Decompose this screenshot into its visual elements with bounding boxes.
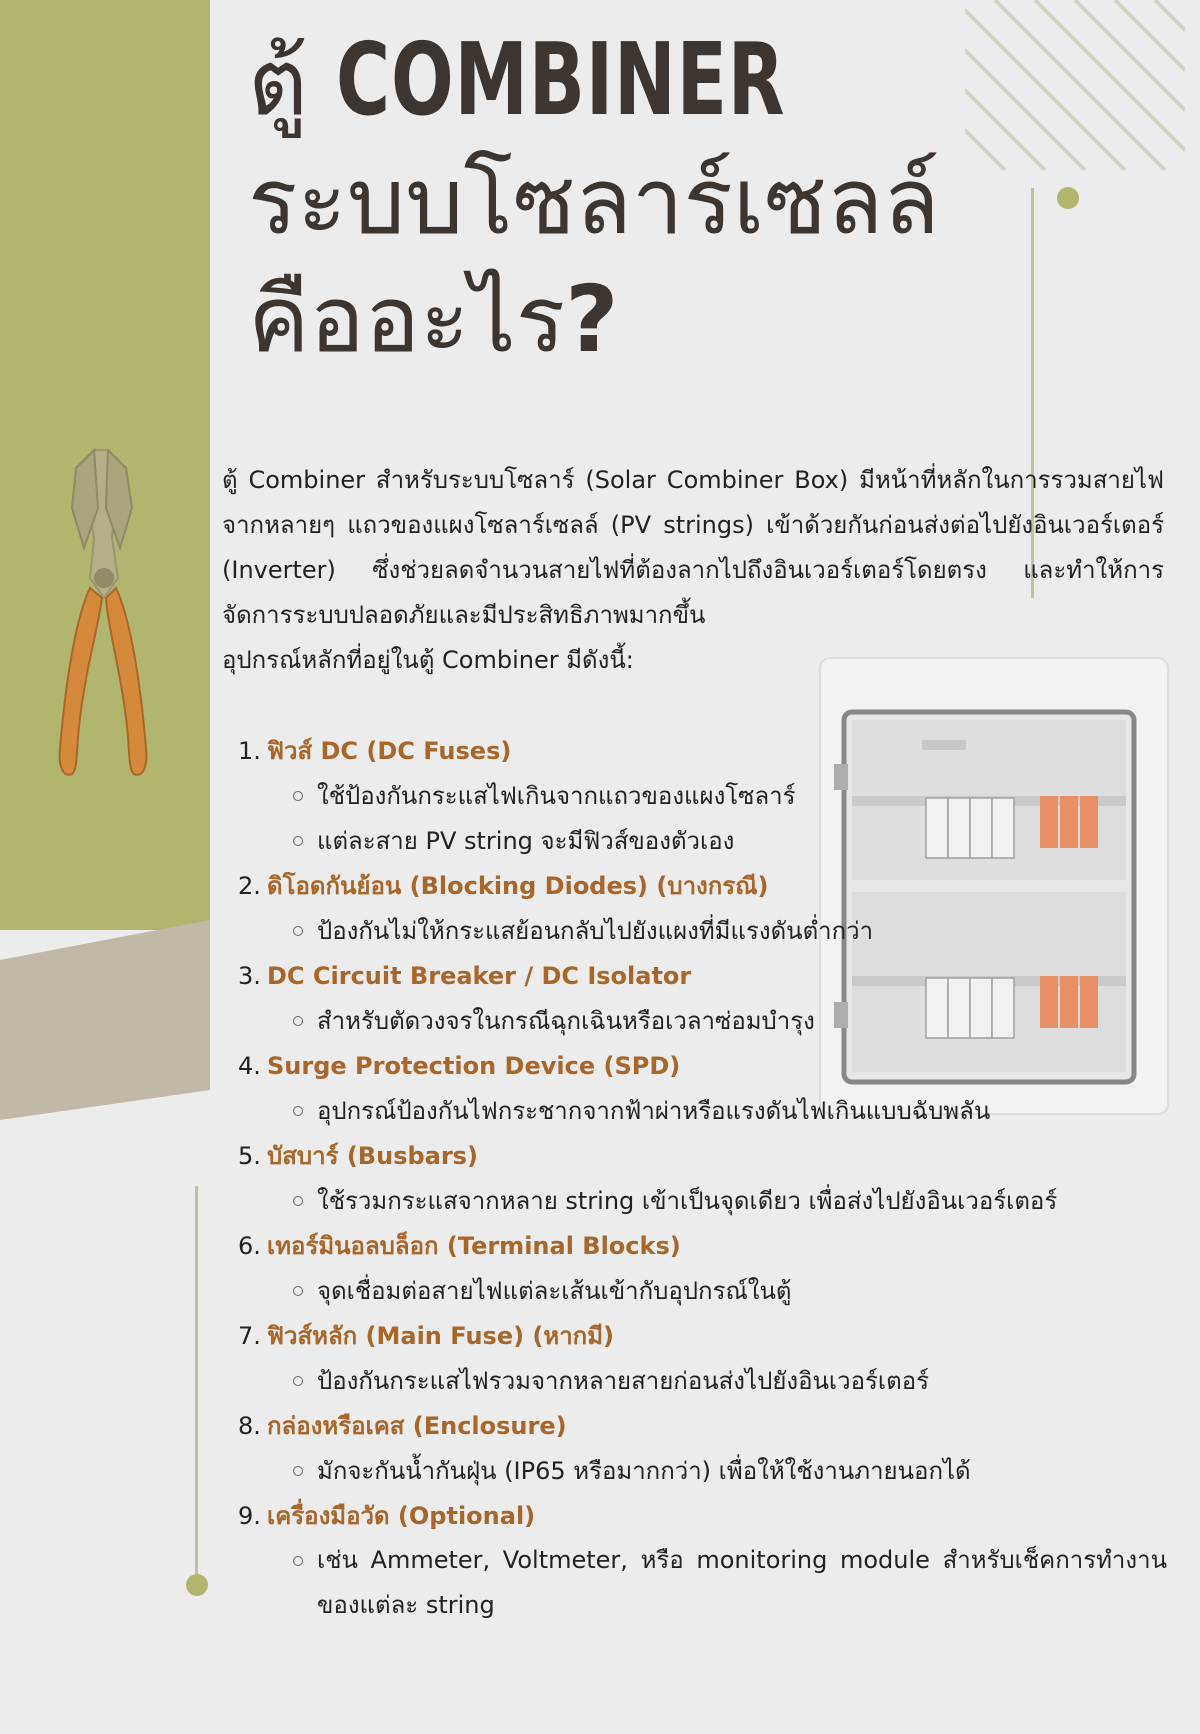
sub-item (238, 773, 1168, 818)
sub-item-text: ใช้ป้องกันกระแสไฟเกินจากแถวของแผงโซลาร์ (317, 782, 796, 810)
list-item (238, 1313, 1168, 1358)
bullet-icon (293, 1556, 303, 1566)
sub-item-text: ป้องกันกระแสไฟรวมจากหลายสายก่อนส่งไปยังอินเวอร์เตอร์ (317, 1367, 930, 1395)
sub-item (238, 1358, 1168, 1403)
item-number: 6. (238, 1231, 261, 1260)
title-thai-word: ตู้ (248, 29, 308, 136)
list-item (238, 1043, 1168, 1088)
sub-item (238, 1178, 1168, 1223)
list-item (238, 728, 1168, 773)
item-heading: ดิโอดกันย้อน (Blocking Diodes) (บางกรณี) (267, 872, 769, 900)
sub-item-text: มักจะกันน้ำกันฝุ่น (IP65 หรือมากกว่า) เพื่อให้ใช้งานภายนอกได้ (317, 1457, 971, 1485)
list-item (238, 1223, 1168, 1268)
bullet-icon (293, 1376, 303, 1386)
sub-item-text: สำหรับตัดวงจรในกรณีฉุกเฉินหรือเวลาซ่อมบำรุง (317, 1007, 815, 1035)
item-heading: Surge Protection Device (SPD) (267, 1051, 681, 1080)
list-item (238, 1133, 1168, 1178)
sub-item (238, 1088, 1168, 1133)
item-heading: DC Circuit Breaker / DC Isolator (267, 961, 692, 990)
item-heading: บัสบาร์ (Busbars) (267, 1142, 478, 1170)
bullet-icon (293, 836, 303, 846)
bullet-icon (293, 1106, 303, 1116)
pliers-illustration (46, 448, 166, 792)
sub-item (238, 908, 1168, 953)
bullet-icon (293, 1196, 303, 1206)
intro-paragraph: ตู้ Combiner สำหรับระบบโซลาร์ (Solar Combiner Box) มีหน้าที่หลักในการรวมสายไฟจากหลายๆ แถวของแผงโซลาร์เซลล์ (PV strings) เข้าด้วยกันก่อนส่งต่อไปยังอินเวอร์เตอร์ (Inverter) ซึ่งช่วยลดจำนวนสายไฟที่ต้องลากไปถึงอินเวอร์เตอร์โดยตรง และทำให้การจัดการระบบปลอดภัยและมีประสิทธิภาพมากขึ้น (222, 466, 1164, 629)
item-heading: เครื่องมือวัด (Optional) (267, 1502, 536, 1530)
title-combiner-word: COMBINER (335, 21, 786, 138)
title-question-mark: ? (565, 266, 619, 373)
sub-item (238, 998, 1168, 1043)
equipment-list (238, 728, 1168, 1628)
item-number: 4. (238, 1051, 261, 1080)
sub-item (238, 1268, 1168, 1313)
taupe-side-band (0, 920, 210, 1120)
bullet-icon (293, 926, 303, 936)
title-line-2: ระบบโซลาร์เซลล์ (248, 148, 940, 255)
title-line-3-text: คืออะไร (248, 266, 566, 373)
item-number: 1. (238, 736, 261, 765)
sub-item (238, 1538, 1168, 1628)
decorative-dot-top (1057, 187, 1079, 209)
item-heading: เทอร์มินอลบล็อก (Terminal Blocks) (267, 1232, 681, 1260)
bullet-icon (293, 1286, 303, 1296)
list-item (238, 863, 1168, 908)
item-heading: ฟิวส์หลัก (Main Fuse) (หากมี) (267, 1322, 615, 1350)
sub-item-text: อุปกรณ์ป้องกันไฟกระชากจากฟ้าผ่าหรือแรงดันไฟเกินแบบฉับพลัน (317, 1097, 991, 1125)
item-number: 9. (238, 1501, 261, 1530)
list-item (238, 1403, 1168, 1448)
decorative-vertical-line-bottom (195, 1186, 198, 1584)
item-heading: กล่องหรือเคส (Enclosure) (267, 1412, 567, 1440)
sub-item-text: ป้องกันไม่ให้กระแสย้อนกลับไปยังแผงที่มีแรงดันต่ำกว่า (317, 917, 874, 945)
item-heading: ฟิวส์ DC (DC Fuses) (267, 737, 512, 765)
sub-item-text: เช่น Ammeter, Voltmeter, หรือ monitoring module สำหรับเช็คการทำงานของแต่ละ string (317, 1546, 1167, 1619)
sub-item-text: แต่ละสาย PV string จะมีฟิวส์ของตัวเอง (317, 827, 735, 855)
item-number: 8. (238, 1411, 261, 1440)
title-line-3 (248, 266, 940, 373)
sub-item-text: จุดเชื่อมต่อสายไฟแต่ละเส้นเข้ากับอุปกรณ์ในตู้ (317, 1277, 792, 1305)
bullet-icon (293, 1466, 303, 1476)
list-item (238, 953, 1168, 998)
page-title (248, 21, 940, 373)
intro-lead: อุปกรณ์หลักที่อยู่ในตู้ Combiner มีดังนี้: (222, 646, 634, 674)
list-item (238, 1493, 1168, 1538)
item-number: 2. (238, 871, 261, 900)
intro-section (222, 458, 1164, 683)
item-number: 3. (238, 961, 261, 990)
item-number: 5. (238, 1141, 261, 1170)
bullet-icon (293, 791, 303, 801)
item-number: 7. (238, 1321, 261, 1350)
sub-item (238, 818, 1168, 863)
sub-item (238, 1448, 1168, 1493)
diagonal-stripes-decoration (965, 0, 1185, 170)
decorative-dot-bottom (186, 1574, 208, 1596)
bullet-icon (293, 1016, 303, 1026)
sub-item-text: ใช้รวมกระแสจากหลาย string เข้าเป็นจุดเดียว เพื่อส่งไปยังอินเวอร์เตอร์ (317, 1187, 1058, 1215)
